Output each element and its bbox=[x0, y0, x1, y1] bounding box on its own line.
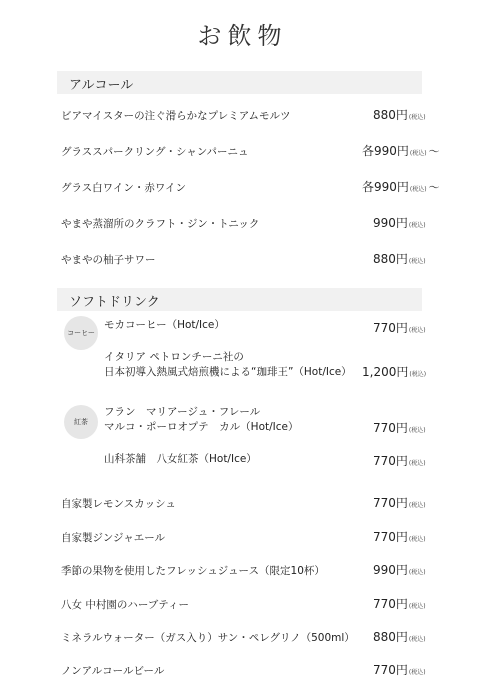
menu-item-name: ビアマイスターの注ぐ滑らかなプレミアムモルツ bbox=[61, 110, 291, 122]
menu-item-price: 各990円(税込) ～ bbox=[362, 144, 440, 158]
menu-item-name: ノンアルコールビール bbox=[61, 665, 165, 677]
menu-item-name: グラス白ワイン・赤ワイン bbox=[61, 182, 187, 194]
menu-item bbox=[61, 661, 441, 679]
menu-item-name: 自家製レモンスカッシュ bbox=[61, 498, 176, 510]
menu-item bbox=[61, 595, 441, 613]
menu-item-price: 880円(税込) bbox=[373, 630, 426, 644]
section-header-soft-drinks bbox=[57, 288, 422, 311]
coffee-badge: コーヒー bbox=[64, 316, 98, 350]
menu-item-price: 各990円(税込) ～ bbox=[362, 180, 440, 194]
menu-item bbox=[61, 142, 441, 160]
menu-item bbox=[61, 528, 441, 546]
menu-item-name: ミネラルウォーター（ガス入り）サン・ペレグリノ（500ml） bbox=[61, 632, 355, 644]
menu-item-price: 770円(税込) bbox=[373, 454, 426, 468]
menu-item-name: イタリア ペトロンチーニ社の 日本初導入熱風式焙煎機による“珈琲王”（Hot/Ice） bbox=[104, 351, 352, 378]
menu-item-price: 770円(税込) bbox=[373, 496, 426, 510]
menu-item bbox=[61, 628, 441, 646]
menu-item-name: やまや蒸溜所のクラフト・ジン・トニック bbox=[61, 218, 260, 230]
menu-item-price: 990円(税込) bbox=[373, 563, 426, 577]
menu-item bbox=[61, 106, 441, 124]
menu-item-name: やまやの柚子サワー bbox=[61, 254, 156, 266]
menu-item-name: 山科茶舗 八女紅茶（Hot/Ice） bbox=[104, 453, 257, 465]
menu-item-price: 770円(税込) bbox=[373, 597, 426, 611]
menu-item-name: グラススパークリング・シャンパーニュ bbox=[61, 146, 249, 158]
menu-item-name: 八女 中村園のハーブティー bbox=[61, 599, 189, 611]
menu-item-price: 770円(税込) bbox=[373, 530, 426, 544]
menu-item bbox=[61, 214, 441, 232]
menu-item-price: 880円(税込) bbox=[373, 108, 426, 122]
menu-item-name: 自家製ジンジャエール bbox=[61, 532, 166, 544]
menu-item-price: 770円(税込) bbox=[373, 663, 426, 677]
menu-item-price: 770円(税込) bbox=[373, 321, 426, 335]
menu-item bbox=[61, 250, 441, 268]
menu-item bbox=[61, 561, 441, 579]
page-title: お飲物 bbox=[197, 22, 288, 50]
section-header-alcohol bbox=[57, 71, 422, 94]
section-title: アルコール bbox=[69, 78, 134, 93]
menu-item-price: 880円(税込) bbox=[373, 252, 426, 266]
menu-item bbox=[61, 494, 441, 512]
menu-item bbox=[61, 178, 441, 196]
menu-item-price: 770円(税込) bbox=[373, 421, 426, 435]
section-title: ソフトドリンク bbox=[69, 295, 160, 310]
menu-item-price: 1,200円(税込) bbox=[362, 365, 427, 379]
menu-item-name: フラン マリアージュ・フレール マルコ・ポーロオプテ カル（Hot/Ice） bbox=[104, 406, 299, 433]
menu-item-name: 季節の果物を使用したフレッシュジュース（限定10杯） bbox=[61, 565, 325, 577]
menu-item-price: 990円(税込) bbox=[373, 216, 426, 230]
tea-badge: 紅茶 bbox=[64, 405, 98, 439]
menu-item-name: モカコーヒー（Hot/Ice） bbox=[104, 319, 225, 331]
